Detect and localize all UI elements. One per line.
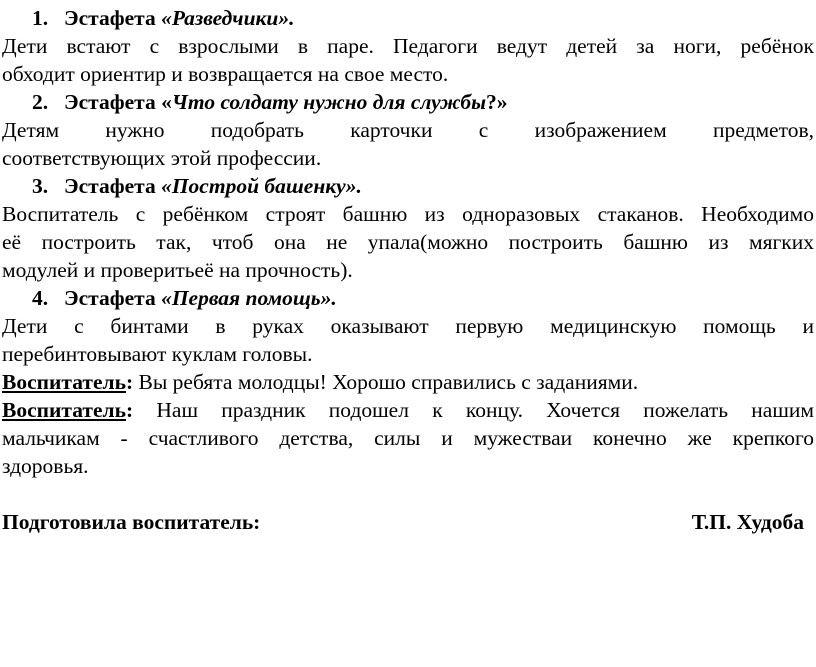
relay-heading-2	[32, 88, 812, 116]
relay-text-line: её построить так, чтоб она не упала(можно построить башню из мягких	[2, 230, 814, 254]
relay-number: 1.	[32, 6, 49, 30]
signature-name: Т.П. Худоба	[691, 510, 804, 534]
relay-text-line: Дети с бинтами в руках оказывают первую медицинскую помощь и	[2, 314, 814, 338]
speech-text-line: здоровья.	[2, 454, 89, 478]
relay-heading-3	[32, 172, 812, 200]
signature-label: Подготовила воспитатель:	[2, 510, 261, 534]
relay-title: «Первая помощь».	[161, 286, 337, 310]
speech-text: Вы ребята молодцы! Хорошо справились с заданиями.	[133, 370, 639, 394]
relay-text-line: перебинтовывают куклам головы.	[2, 342, 313, 366]
relay-title: Что солдату нужно для службы	[171, 90, 487, 114]
relay-title-suffix: ?»	[486, 90, 508, 114]
relay-label: Эстафета «	[64, 90, 172, 114]
relay-number: 2.	[32, 90, 49, 114]
relay-number: 4.	[32, 286, 49, 310]
teacher-speech-2	[2, 396, 814, 424]
relay-title: «Построй башенку».	[161, 174, 362, 198]
relay-label: Эстафета	[64, 6, 162, 30]
speaker-name: Воспитатель	[2, 370, 126, 394]
relay-number: 3.	[32, 174, 49, 198]
relay-text-line: обходит ориентир и возвращается на свое место.	[2, 62, 449, 86]
relay-heading-1	[32, 4, 812, 32]
speaker-colon: :	[125, 370, 134, 394]
relay-label: Эстафета	[64, 286, 162, 310]
speech-text-line: мальчикам - счастливого детства, силы и мужестваи конечно же крепкого	[2, 426, 814, 450]
relay-title: «Разведчики».	[161, 6, 295, 30]
speaker-colon: :	[125, 398, 134, 422]
teacher-speech-1	[2, 368, 814, 396]
relay-heading-4	[32, 284, 812, 312]
speaker-name: Воспитатель	[2, 398, 126, 422]
signature-line	[2, 508, 814, 536]
relay-text-line: Детям нужно подобрать карточки с изображением предметов,	[2, 118, 814, 142]
relay-text-line: Воспитатель с ребёнком строят башню из одноразовых стаканов. Необходимо	[2, 202, 814, 226]
relay-text-line: соответствующих этой профессии.	[2, 146, 322, 170]
relay-label: Эстафета	[64, 174, 162, 198]
speech-text: Наш праздник подошел к концу. Хочется пожелать нашим	[133, 398, 814, 422]
relay-text-line: модулей и проверитьеё на прочность).	[2, 258, 353, 282]
relay-text-line: Дети встают с взрослыми в паре. Педагоги ведут детей за ноги, ребёнок	[2, 34, 814, 58]
